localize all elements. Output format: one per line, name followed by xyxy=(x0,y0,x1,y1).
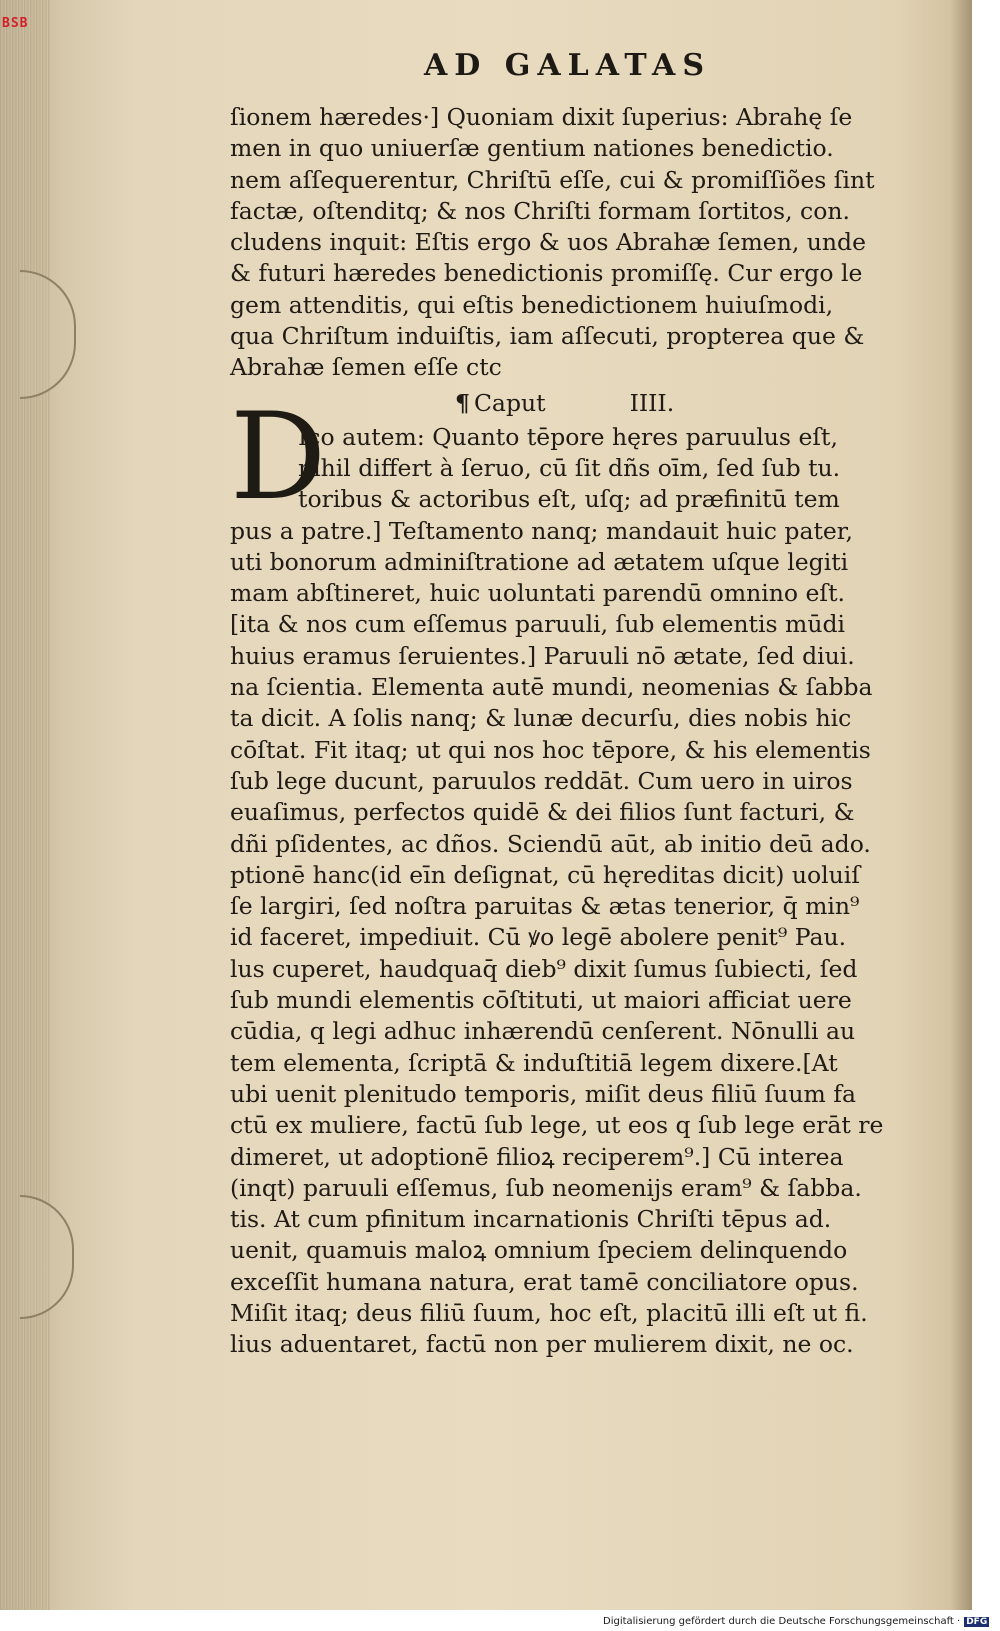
text-line: Miſit itaq; deus filiū ſuum, hoc eſt, placitū illi eſt ut fi. xyxy=(230,1298,868,1327)
text-line: uti bonorum adminiſtratione ad ætatem uſque legiti xyxy=(230,547,849,576)
library-mark: BSB xyxy=(2,16,29,31)
text-line: ta dicit. A ſolis nanq; & lunæ decurſu, dies nobis hic xyxy=(230,704,852,733)
text-line: tis. At cum pfinitum incarnationis Chriſti tēpus ad. xyxy=(230,1205,832,1234)
text-line: cūdia, q legi adhuc inhærendū cenſerent. Nōnulli au xyxy=(230,1017,856,1046)
text-line: dñi pſidentes, ac dños. Sciendū aūt, ab initio deū ado. xyxy=(230,829,871,858)
chapter-label: Caput xyxy=(473,388,546,417)
running-head: AD GALATAS xyxy=(424,48,711,83)
text-line: tem elementa, ſcriptā & induſtitiā legem dixere.[At xyxy=(230,1048,838,1077)
text-line: ſub mundi elementis cōſtituti, ut maiori afficiat uere xyxy=(230,986,852,1015)
body-text xyxy=(230,102,925,1361)
text-line: ſionem hæredes·] Quoniam dixit ſuperius: Abrahę ſe xyxy=(230,103,853,131)
text-line: ctū ex muliere, factū ſub lege, ut eos q ſub lege erāt re xyxy=(230,1111,884,1140)
text-line: ſe largiri, ſed noſtra paruitas & ætas tenerior, q̄ min⁹ xyxy=(230,892,860,921)
text-line: toribus & actoribus eſt, uſq; ad præfinitū tem xyxy=(298,485,840,514)
text-line: nem aſſequerentur, Chriſtū eſſe, cui & promiſſiões ſint xyxy=(230,165,875,194)
binding-clasp-bottom xyxy=(20,1195,74,1319)
digitization-credit xyxy=(603,1616,989,1627)
text-line: (inqt) paruuli eſſemus, ſub neomenijs eram⁹ & ſabba. xyxy=(230,1173,862,1202)
text-line: lius aduentaret, factū non per mulierem dixit, ne oc. xyxy=(230,1330,854,1359)
text-line: uenit, quamuis maloꝝ omnium ſpeciem delinquendo xyxy=(230,1236,848,1265)
page-right-shadow xyxy=(950,0,972,1610)
paragraph-chapter-four xyxy=(230,422,925,1361)
text-line: dimeret, ut adoptionē filioꝝ reciperem⁹.] Cū interea xyxy=(230,1142,844,1171)
chapter-number: IIII. xyxy=(629,388,675,417)
text-line: cōſtat. Fit itaq; ut qui nos hoc tēpore, & his elementis xyxy=(230,735,871,764)
text-line: exceſſit humana natura, erat tamē conciliatore opus. xyxy=(230,1267,859,1296)
text-line: euaſimus, perfectos quidē & dei filios ſunt facturi, & xyxy=(230,798,855,827)
text-line: ſub lege ducunt, paruulos reddāt. Cum uero in uiros xyxy=(230,766,853,795)
pilcrow-mark: ¶ xyxy=(455,388,470,417)
text-line: [ita & nos cum eſſemus paruuli, ſub elementis mūdi xyxy=(230,610,846,639)
text-line: id faceret, impediuit. Cū ꝟo legē abolere penit⁹ Pau. xyxy=(230,923,847,952)
text-line: & futuri hæredes benedictionis promiſſę. Cur ergo le xyxy=(230,259,863,288)
dfg-logo: DFG xyxy=(966,1617,988,1627)
chapter-heading xyxy=(230,384,925,422)
binding-clasp-top xyxy=(20,270,76,399)
text-line: nihil differt à ſeruo, cū ſit dñs oīm, ſed ſub tu. xyxy=(298,453,841,482)
paragraph-commentary xyxy=(230,102,925,384)
page-gutter-edge xyxy=(0,0,50,1610)
drop-cap: D xyxy=(230,388,327,527)
text-line: qua Chriſtum induiſtis, iam aſſecuti, propterea que & xyxy=(230,322,865,351)
text-line: gem attenditis, qui eſtis benedictionem huiuſmodi, xyxy=(230,290,834,319)
text-line: Ico autem: Quanto tēpore hęres paruulus eſt, xyxy=(298,422,838,451)
text-line: factæ, oſtenditq; & nos Chriſti formam ſortitos, con. xyxy=(230,196,850,225)
text-line: na ſcientia. Elementa autē mundi, neomenias & ſabba xyxy=(230,673,873,702)
text-line: ptionē hanc(id eīn deſignat, cū hęreditas dicit) uoluiſ xyxy=(230,860,861,889)
text-line: men in quo uniuerſæ gentium nationes benedictio. xyxy=(230,134,834,163)
credit-text: Digitalisierung gefördert durch die Deutsche Forschungsgemeinschaft · xyxy=(603,1616,961,1627)
text-line: mam abſtineret, huic uoluntati parendū omnino eſt. xyxy=(230,579,846,608)
text-line: pus a patre.] Teſtamento nanq; mandauit huic pater, xyxy=(230,516,853,545)
text-line: huius eramus ſeruientes.] Paruuli nō ætate, ſed diui. xyxy=(230,641,855,670)
text-line: Abrahæ ſemen eſſe ctc xyxy=(230,353,502,382)
text-line: ubi uenit plenitudo temporis, miſit deus filiū ſuum fa xyxy=(230,1079,856,1108)
text-line: lus cuperet, haudquaq̄ dieb⁹ dixit ſumus ſubiecti, ſed xyxy=(230,954,858,983)
text-line: cludens inquit: Eſtis ergo & uos Abrahæ ſemen, unde xyxy=(230,228,866,257)
